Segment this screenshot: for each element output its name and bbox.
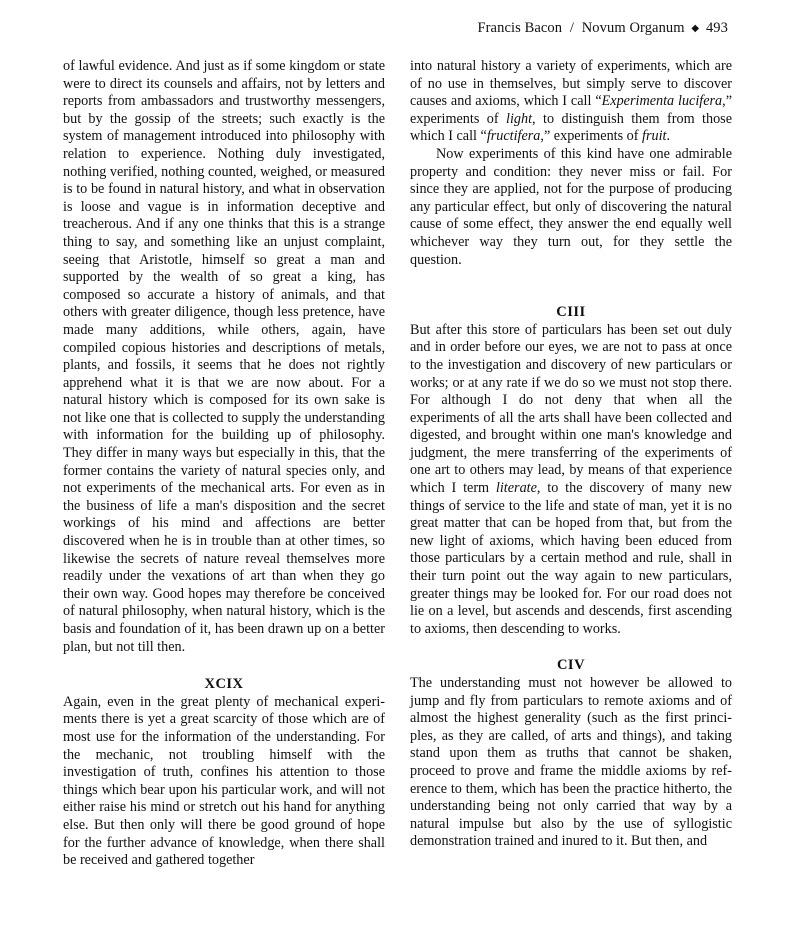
section-ciii-paragraph bbox=[410, 322, 732, 639]
header-author: Francis Bacon bbox=[477, 20, 563, 36]
section-heading-xcix: XCIX bbox=[204, 676, 244, 693]
section-xcix-paragraph: Again, even in the great plenty of mechanical experiments there is yet a great scarcity of those which are of most use for the information of the understanding. For the mechanic, not troubling himself with the investigation of truth, confines his attention to those things which bear upon his particular work, and will not either raise his mind or stretch out his hand for anything else. But then only will there be good ground of hope for the further advance of knowledge, when there shall be received and gathered together bbox=[63, 693, 385, 869]
section-gap bbox=[410, 269, 732, 304]
header-book-title: Novum Organum bbox=[581, 20, 685, 36]
section-civ-paragraph: The understanding must not however be allowed to jump and fly from particulars to remote axioms and of almost the highest generality (such as the first principles, as they are called, of arts and things), and taking stand upon them as truths that cannot be shaken, proceed to prove and frame the middle axioms by reference to them, which has been the practice hitherto, the understanding being not only carried that way by a natural impulse but also by the use of syllogistic demonstration trained and inured to it. But then, and bbox=[410, 675, 732, 850]
page-number: 493 bbox=[705, 20, 728, 36]
diamond-ornament-icon: ◆ bbox=[691, 23, 700, 34]
right-continuation-paragraph bbox=[410, 58, 732, 146]
left-continuation-paragraph: of lawful evidence. And just as if some kingdom or state were to direct its counsels and affairs, not by letters and reports from ambassadors and trustworthy messengers, but by the gossip of the streets; such exactly is the system of management introduced into philosophy with relation to experience. Nothing duly investigated, nothing verified, nothing counted, weighed, or measured is to be found in natural history, and what in observation is loose and vague is in information deceptive and treacherous. And if any one thinks that this is a strange thing to say, and something like an unjust complaint, seeing that Aristotle, himself so great a man and supported by the wealth of so great a king, has composed so accurate a history of animals, and that others with greater diligence, though less pretence, have made many additions, while others, again, have compiled copious histories and descriptions of metals, plants, and fossils, it seems that he does not rightly apprehend what it is that we are now about. For a natural history which is composed for its own sake is not like one that is collected to supply the understanding with information for the building up of philosophy. They differ in many ways but especially in this, that the former contains the variety of natural species only, and not experiments of the mechanical arts. For even as in the business of life a man's disposition and the secret workings of his mind and affections are better discovered when he is in trouble than at other times, so likewise the secrets of nature reveal themselves more readily under the vexations of art than when they go their own way. Good hopes may therefore be conceived of natural philosophy, when natural history, which is the basis and foundation of it, has been drawn up on a better plan, but not till then. bbox=[63, 58, 385, 655]
text-run: ,” experiments of bbox=[410, 93, 733, 127]
italic-term: fruit bbox=[642, 128, 667, 145]
text-run: , to the discovery of many new things of service to the life and state of man, yet it is no great matter that can be hoped from that, but from the new light of axioms, which having been educed from those particulars by a certain method and rule, shall in their turn point out the way again to new particulars, greater things may be looked for. For our road does not lie on a level, but ascends and descends, first ascending to axioms, then descending to works. bbox=[410, 480, 732, 637]
left-column bbox=[63, 58, 385, 870]
text-run: into natural history a variety of experiments, which are of no use in themselves, but simply serve to discover causes and axioms, which I call “ bbox=[410, 58, 732, 110]
running-head bbox=[477, 20, 728, 37]
italic-term: Experimenta lucifera bbox=[601, 93, 723, 110]
right-paragraph-2: Now experiments of this kind have one admirable property and condition: they never miss or fail. For since they are applied, not for the purpose of producing any particular effect, but only of discovering the natural cause of some effect, they answer the end equally well whichever way they turn out, for they settle the question. bbox=[410, 145, 732, 268]
text-run: . bbox=[666, 128, 671, 145]
section-heading-civ: CIV bbox=[556, 657, 586, 674]
header-separator: / bbox=[569, 20, 574, 36]
right-column bbox=[410, 58, 732, 851]
italic-term: literate bbox=[495, 480, 537, 497]
text-run: ,” experiments of bbox=[540, 128, 643, 145]
text-run: But after this store of particulars has been set out duly and in order before our eyes, we are not to pass at once to the investigation and discovery of new particulars or works; or at any rate if we do so we must not stop there. For although I do not deny that when all the experiments of all the arts shall have been collected and digested, and brought within one man's knowledge and judgment, the mere transferring of the experiments of one art to others may lead, by means of that experience which I term bbox=[410, 321, 732, 497]
italic-term: fructifera bbox=[486, 128, 541, 145]
text-run: , to distinguish them from those which I call “ bbox=[410, 110, 732, 145]
italic-term: light bbox=[506, 110, 533, 127]
section-gap bbox=[63, 656, 385, 676]
section-heading-ciii: CIII bbox=[556, 304, 586, 321]
section-gap bbox=[410, 638, 732, 657]
